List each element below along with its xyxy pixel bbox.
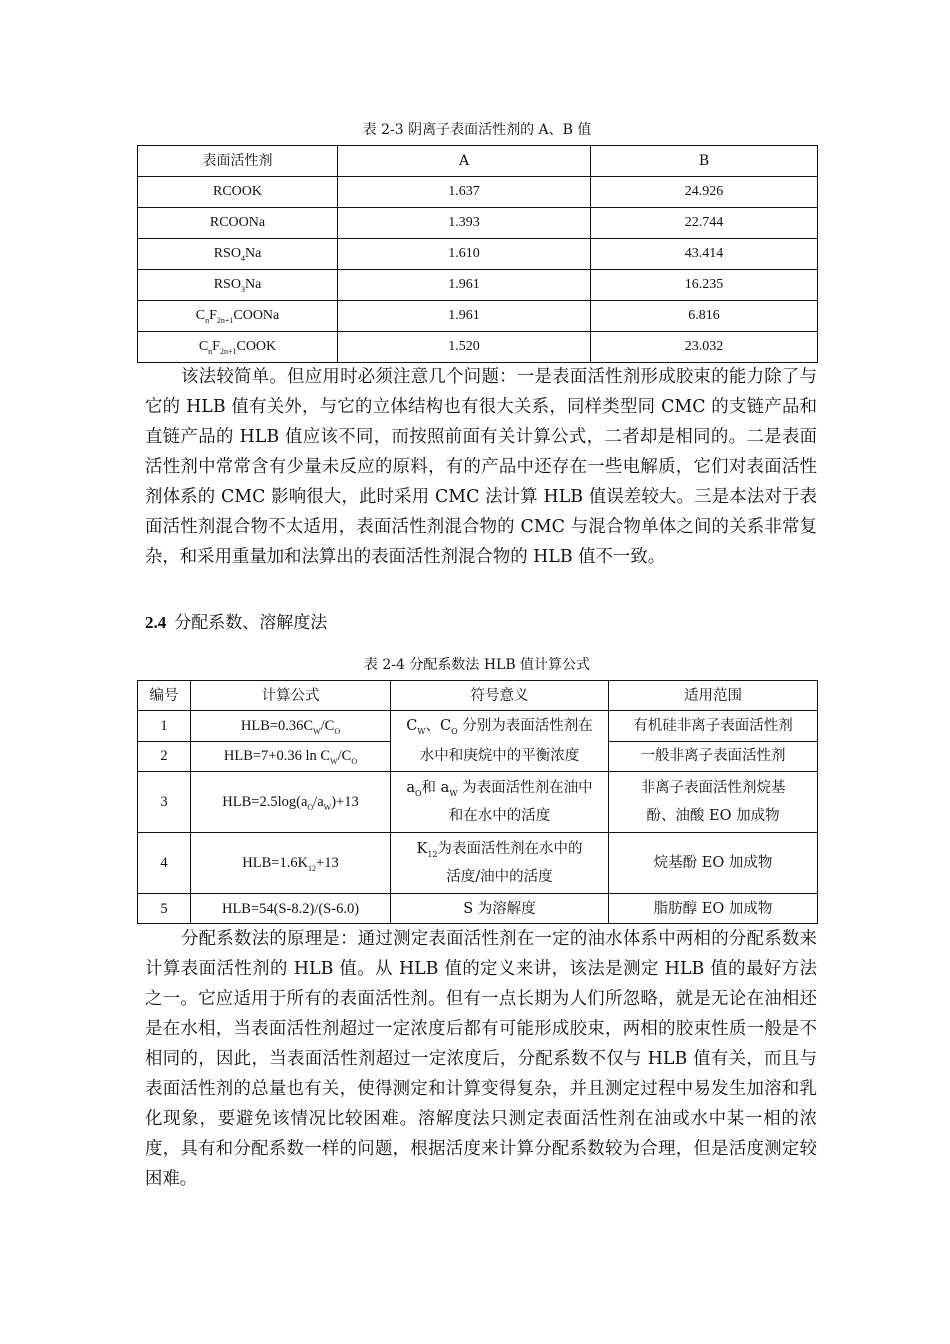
formula-subscript: 3 <box>240 285 245 294</box>
table-row <box>138 301 818 332</box>
scope-cell: 烷基酚 EO 加成物 <box>609 833 818 894</box>
meaning-cell <box>391 711 609 772</box>
formula-subscript: W <box>313 726 321 736</box>
formula-part: Na <box>244 277 262 292</box>
formula-part: C <box>198 339 209 354</box>
table-row <box>138 177 818 208</box>
formula-part: 分别为表面活性剂在 <box>457 718 593 734</box>
b-value: 16.235 <box>591 270 818 301</box>
formula-part: K <box>416 841 428 857</box>
surfactant-name: RCOOK <box>138 177 338 208</box>
row-number: 5 <box>138 894 191 924</box>
scope-cell <box>609 772 818 833</box>
formula-part: 、C <box>425 718 452 734</box>
formula-subscript: 12 <box>427 850 438 859</box>
formula-part: /C <box>337 748 352 765</box>
formula-subscript: W <box>330 757 338 767</box>
scope-line: 非离子表面活性剂烷基 <box>640 780 786 796</box>
formula-cell: HLB=54(S-8.2)/(S-6.0) <box>191 894 391 924</box>
paragraph-cmc-method: 该法较简单。但应用时必须注意几个问题：一是表面活性剂形成胶束的能力除了与它的 HLB 值有关外，与它的立体结构也有很大关系，同样类型同 CMC 的支链产品和直链产品的 HLB 值应该不同，而按照前面有关计算公式，二者却是相同的。二是表面活性剂中常常含有少量未反应的原料，有的产品中还存在一些电解质，它们对表面活性剂体系的 CMC 影响很大，此时采用 CMC 法计算 HLB 值误差较大。三是本法对于表面活性剂混合物不太适用，表面活性剂混合物的 CMC 与混合物单体之间的关系非常复杂，和采用重量加和法算出的表面活性剂混合物的 HLB 值不一致。 <box>145 367 817 567</box>
formula-part: /C <box>320 717 335 734</box>
formula-part: HLB=1.6K <box>242 855 309 871</box>
surfactant-name <box>138 301 338 332</box>
formula-part: RSO <box>213 277 241 292</box>
b-value: 24.926 <box>591 177 818 208</box>
formula-subscript: n <box>205 316 210 325</box>
b-value: 6.816 <box>591 301 818 332</box>
formula-subscript: O <box>451 727 458 736</box>
meaning-line <box>393 835 606 863</box>
surfactant-name: RCOONa <box>138 208 338 239</box>
row-number: 4 <box>138 833 191 894</box>
paragraph-partition-method: 分配系数法的原理是：通过测定表面活性剂在一定的油水体系中两相的分配系数来计算表面活性剂的 HLB 值。从 HLB 值的定义来讲，该法是测定 HLB 值的最好方法之一。它应适用于所有的表面活性剂。但有一点长期为人们所忽略，就是无论在油相还是在水相，当表面活性剂超过一定浓度后都有可能形成胶束，两相的胶束性质一般是不相同的，因此，当表面活性剂超过一定浓度后，分配系数不仅与 HLB 值有关，而且与表面活性剂的总量也有关，使得测定和计算变得复杂，并且测定过程中易发生加溶和乳化现象，要避免该情况比较困难。溶解度法只测定表面活性剂在油或水中某一相的浓度，具有和分配系数一样的问题，根据活度来计算分配系数较为合理，但是活度测定较困难。 <box>145 929 817 1189</box>
table-row <box>138 239 818 270</box>
surfactant-name <box>138 332 338 363</box>
scope-line: 酚、油酸 EO 加成物 <box>646 808 780 824</box>
header-a: A <box>338 146 591 177</box>
a-value: 1.637 <box>338 177 591 208</box>
a-value: 1.393 <box>338 208 591 239</box>
a-value: 1.961 <box>338 301 591 332</box>
formula-part: COONa <box>233 308 280 323</box>
formula-subscript: 4 <box>240 254 245 263</box>
formula-cell <box>191 711 391 742</box>
table-2-3-caption: 表 2-3 阴离子表面活性剂的 A、B 值 <box>362 122 592 138</box>
table-row <box>138 894 818 924</box>
formula-cell <box>191 741 391 772</box>
formula-subscript: W <box>323 803 332 812</box>
formula-subscript: 12 <box>308 864 317 873</box>
formula-subscript: 2n+1 <box>216 316 234 325</box>
formula-subscript: O <box>334 726 341 736</box>
table-row <box>138 270 818 301</box>
meaning-line <box>393 711 606 741</box>
table-row <box>138 208 818 239</box>
header-surfactant: 表面活性剂 <box>138 146 338 177</box>
a-value: 1.961 <box>338 270 591 301</box>
b-value: 23.032 <box>591 332 818 363</box>
formula-part: Na <box>244 246 262 261</box>
a-value: 1.520 <box>338 332 591 363</box>
meaning-cell: S 为溶解度 <box>391 894 609 924</box>
row-number: 3 <box>138 772 191 833</box>
formula-subscript: O <box>414 789 422 798</box>
b-value: 22.744 <box>591 208 818 239</box>
surfactant-name <box>138 239 338 270</box>
table-header-row <box>138 681 818 711</box>
table-row <box>138 833 818 894</box>
meaning-line: 水中和庚烷中的平衡浓度 <box>419 748 580 764</box>
formula-part: HLB=2.5log(a <box>222 794 308 810</box>
formula-subscript: W <box>417 727 426 736</box>
formula-part: )+13 <box>331 794 359 810</box>
formula-part: F <box>209 308 217 323</box>
formula-subscript: n <box>208 347 213 356</box>
table-2-4 <box>137 680 818 924</box>
formula-subscript: 2n+1 <box>219 347 237 356</box>
formula-part: /a <box>313 794 324 810</box>
formula-part: F <box>212 339 220 354</box>
header-b: B <box>591 146 818 177</box>
section-heading <box>145 610 327 636</box>
formula-part: +13 <box>316 855 339 871</box>
formula-part: HLB=7+0.36 ln C <box>223 748 331 765</box>
table-row <box>138 772 818 833</box>
header-meaning: 符号意义 <box>391 681 609 711</box>
meaning-line: 和在水中的活度 <box>448 808 551 824</box>
scope-cell: 脂肪醇 EO 加成物 <box>609 894 818 924</box>
table-row <box>138 711 818 742</box>
surfactant-name <box>138 270 338 301</box>
formula-subscript: W <box>449 789 458 798</box>
section-title: 分配系数、溶解度法 <box>174 613 328 633</box>
section-number: 2.4 <box>145 613 167 632</box>
formula-subscript: O <box>307 803 314 812</box>
formula-part: C <box>195 308 206 323</box>
formula-part: 和 a <box>421 780 450 796</box>
header-formula: 计算公式 <box>191 681 391 711</box>
formula-cell <box>191 772 391 833</box>
table-2-4-caption: 表 2-4 分配系数法 HLB 值计算公式 <box>363 657 591 673</box>
meaning-cell <box>391 833 609 894</box>
table-2-3 <box>137 145 818 363</box>
formula-part: RSO <box>213 246 241 261</box>
formula-subscript: O <box>351 757 358 767</box>
formula-part: 为表面活性剂在油中 <box>457 780 593 796</box>
formula-cell <box>191 833 391 894</box>
a-value: 1.610 <box>338 239 591 270</box>
meaning-line: 活度/油中的活度 <box>446 869 553 885</box>
formula-part: HLB=0.36C <box>240 717 314 734</box>
row-number: 2 <box>138 741 191 772</box>
b-value: 43.414 <box>591 239 818 270</box>
row-number: 1 <box>138 711 191 742</box>
scope-cell: 一般非离子表面活性剂 <box>609 741 818 772</box>
table-row <box>138 332 818 363</box>
formula-part: C <box>406 718 418 734</box>
table-header-row <box>138 146 818 177</box>
scope-cell: 有机硅非离子表面活性剂 <box>609 711 818 742</box>
header-scope: 适用范围 <box>609 681 818 711</box>
header-number: 编号 <box>138 681 191 711</box>
meaning-cell <box>391 772 609 833</box>
formula-part: COOK <box>236 339 277 354</box>
formula-part: a <box>406 780 415 796</box>
meaning-line <box>393 774 606 802</box>
formula-part: 为表面活性剂在水中的 <box>437 841 583 857</box>
